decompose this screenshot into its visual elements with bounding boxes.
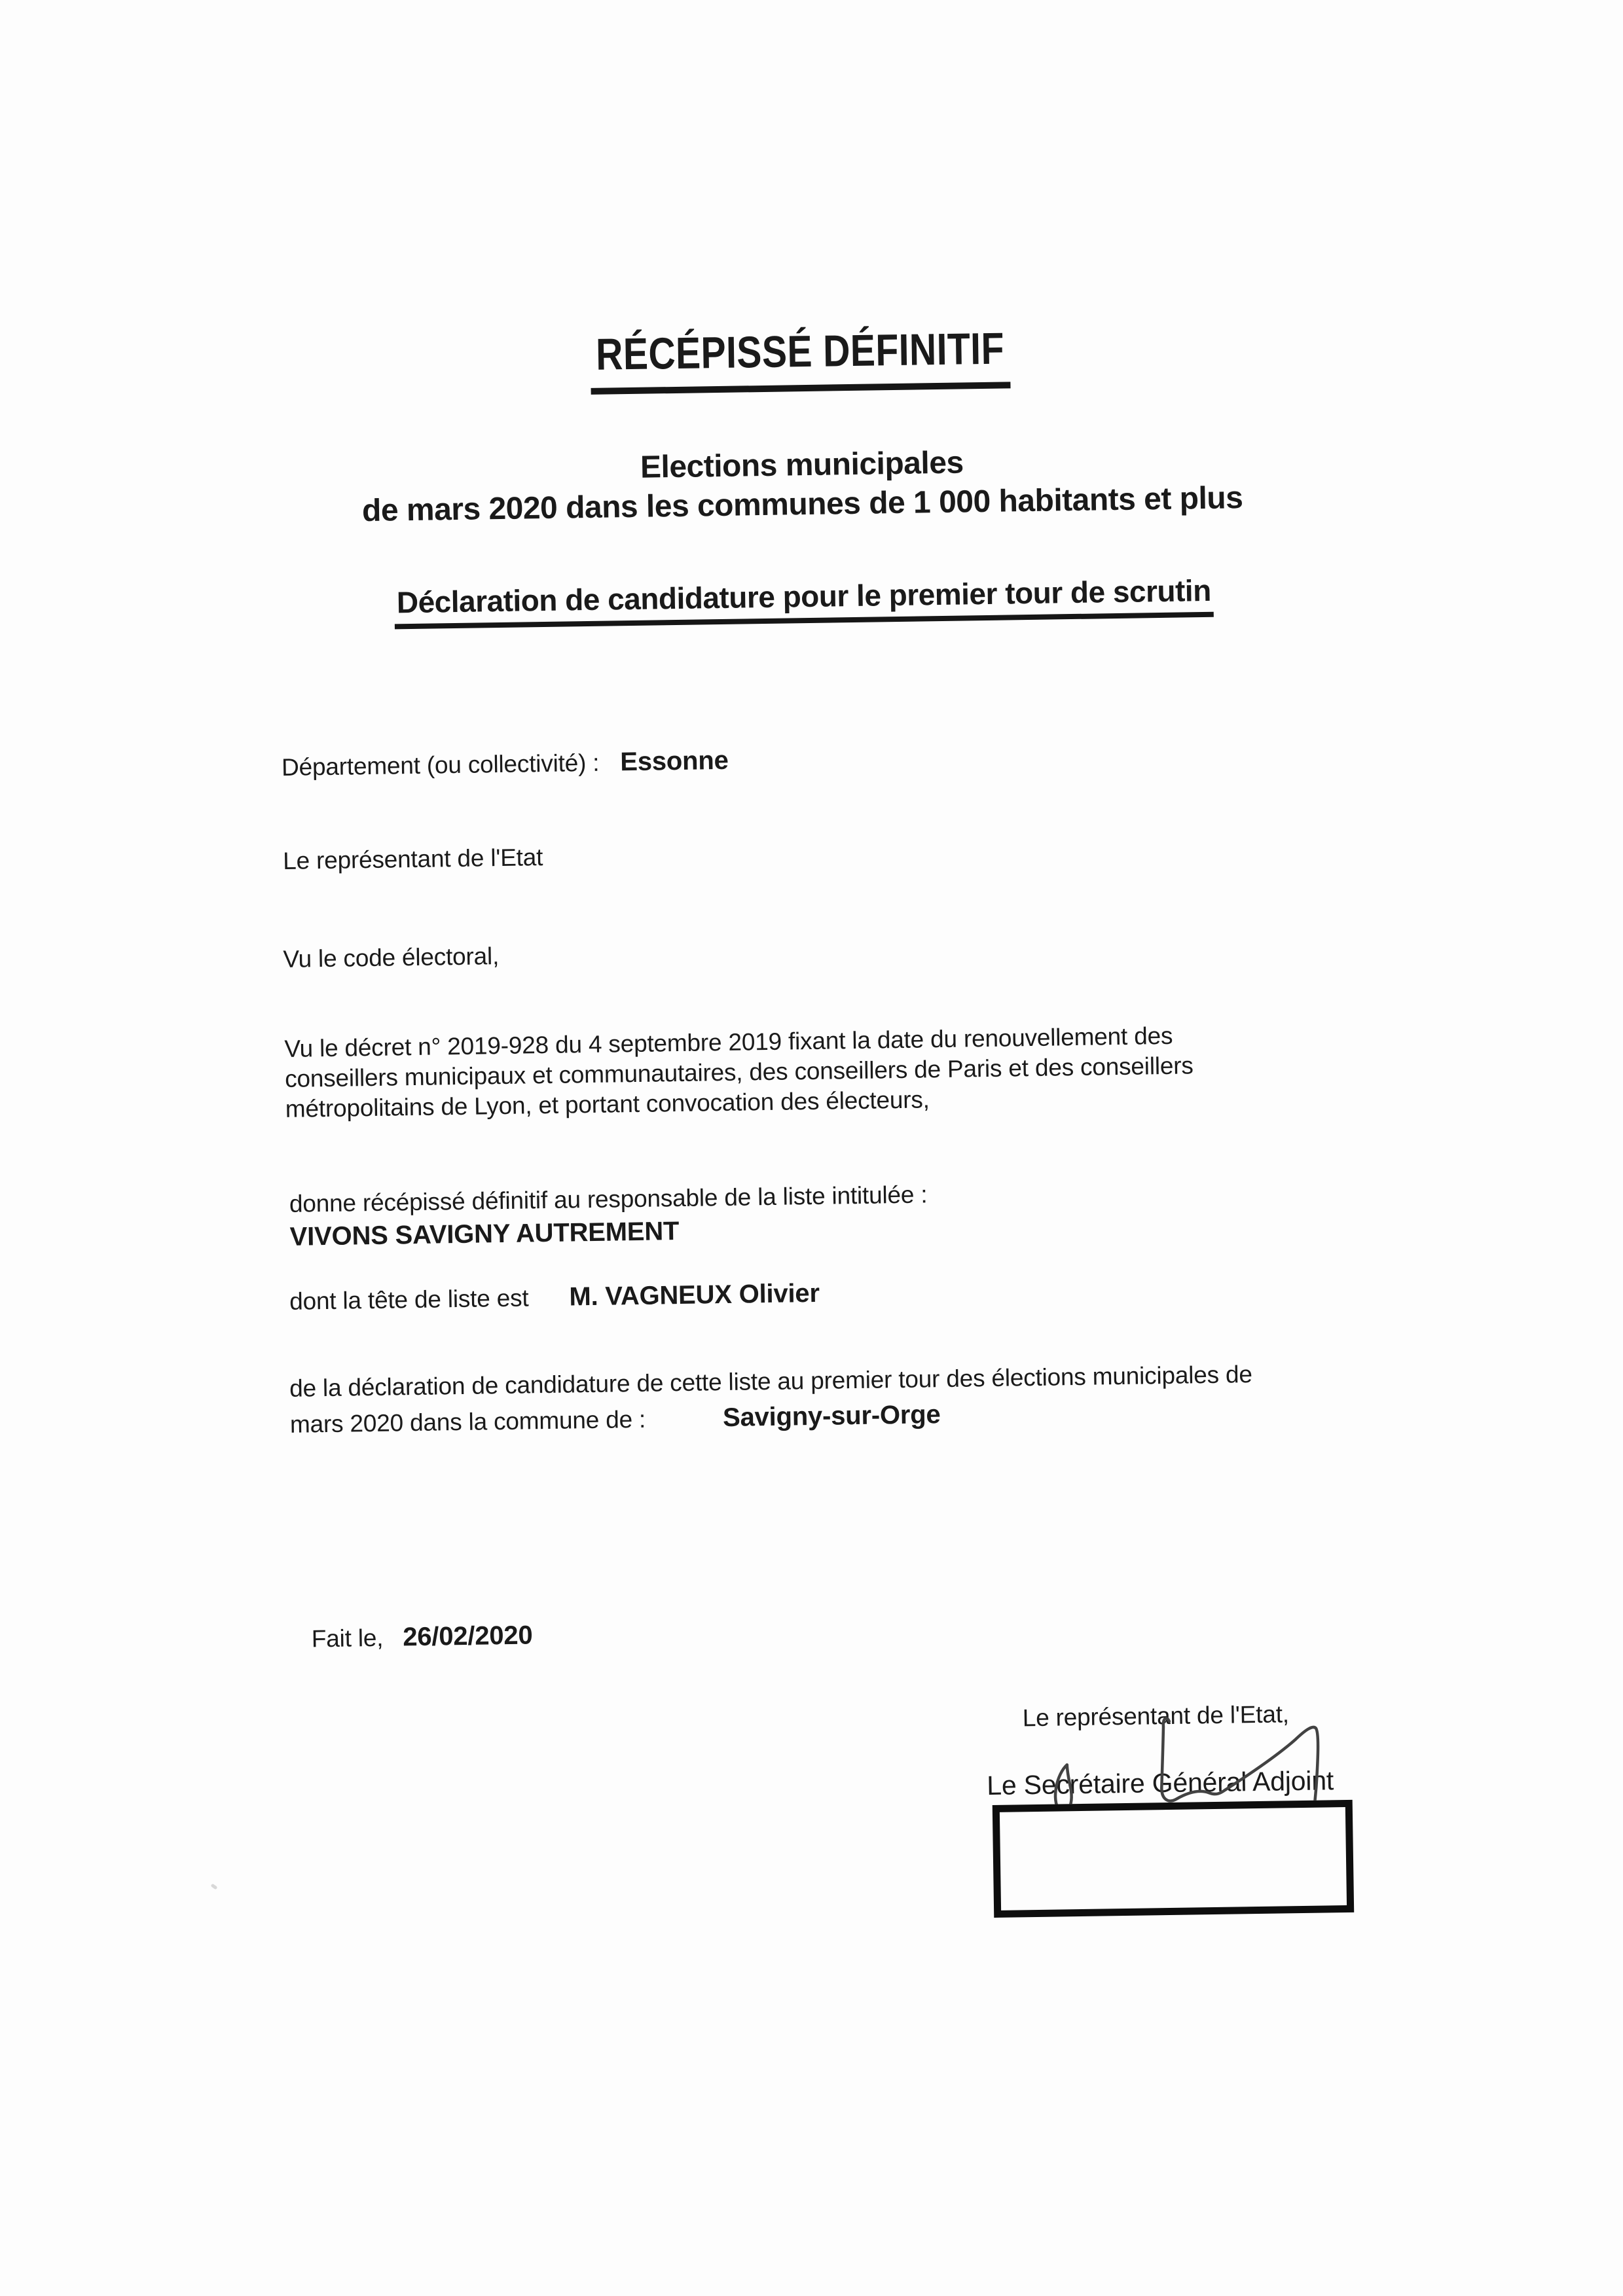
- subtitle-line-2: de mars 2020 dans les communes de 1 000 habitants et plus: [361, 480, 1243, 529]
- subtitle-line-1: Elections municipales: [640, 445, 964, 485]
- visa-decree-paragraph: [284, 1020, 1194, 1124]
- declaration-line-2: [290, 1399, 941, 1440]
- list-name: VIVONS SAVIGNY AUTREMENT: [289, 1217, 680, 1251]
- date-label: Fait le,: [311, 1624, 384, 1653]
- commune-value: Savigny-sur-Orge: [722, 1400, 941, 1433]
- date-line: [311, 1619, 532, 1654]
- head-of-list-value: M. VAGNEUX Olivier: [569, 1278, 820, 1312]
- head-of-list-label: dont la tête de liste est: [289, 1284, 529, 1315]
- signature-stamp-box: [993, 1800, 1354, 1918]
- signatory-title: Le représentant de l'Etat,: [1022, 1700, 1290, 1732]
- department-label: Département (ou collectivité) :: [281, 749, 600, 781]
- representative-line: Le représentant de l'Etat: [282, 844, 543, 874]
- declaration-line-2-label: mars 2020 dans la commune de :: [289, 1405, 646, 1438]
- declaration-line-1: de la déclaration de candidature de cette liste au premier tour des élections municipales de: [289, 1361, 1253, 1402]
- section-heading: [0, 567, 1616, 636]
- grant-line: donne récépissé définitif au responsable de la liste intitulée :: [289, 1181, 928, 1217]
- department-value: Essonne: [619, 745, 729, 777]
- visa-code-line: Vu le code électoral,: [283, 942, 500, 973]
- date-value: 26/02/2020: [402, 1621, 533, 1652]
- head-of-list-line: [289, 1278, 820, 1317]
- section-heading-text: Déclaration de candidature pour le premier tour de scrutin: [393, 573, 1214, 630]
- page-title-text: RÉCÉPISSÉ DÉFINITIF: [590, 323, 1010, 394]
- page-title: [0, 314, 1613, 404]
- visa-decree-line-1: Vu le décret n° 2019-928 du 4 septembre 2019 fixant la date du renouvellement des: [284, 1022, 1173, 1062]
- visa-decree-line-3: métropolitains de Lyon, et portant convocation des électeurs,: [285, 1086, 930, 1122]
- visa-decree-line-2: conseillers municipaux et communautaires, des conseillers de Paris et des conseillers: [284, 1052, 1194, 1092]
- department-line: [282, 745, 729, 783]
- signatory-role: Le Secrétaire Général Adjoint: [986, 1765, 1334, 1801]
